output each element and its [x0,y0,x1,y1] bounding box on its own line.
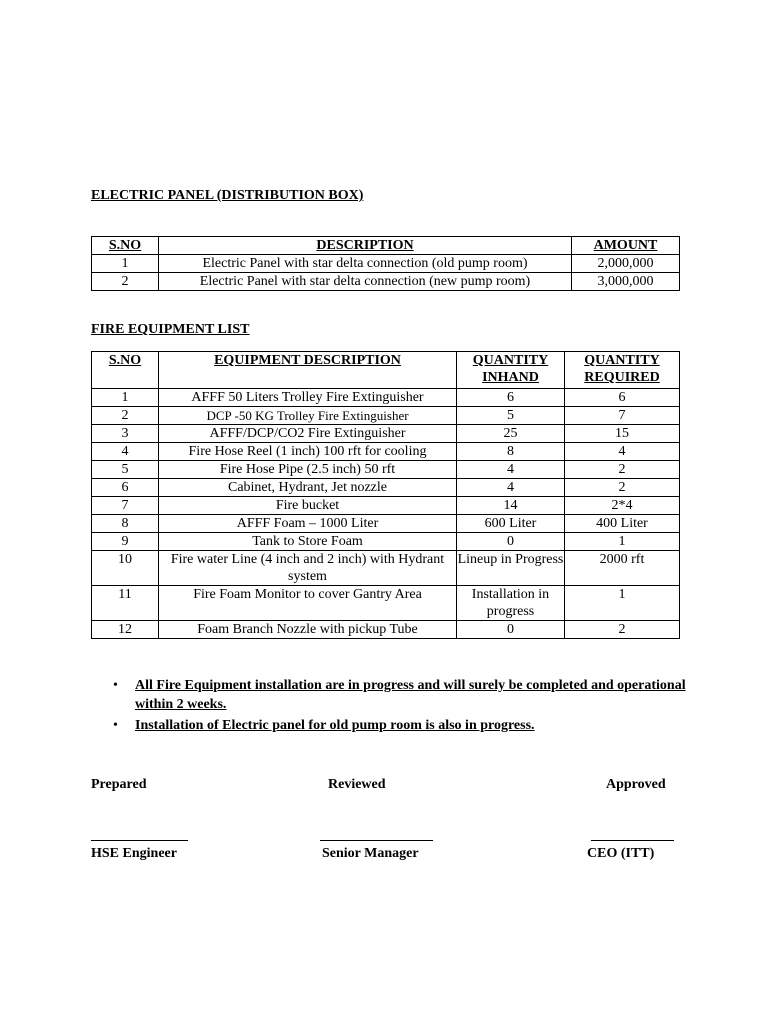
cell-description: Fire Foam Monitor to cover Gantry Area [159,586,457,621]
cell-quantity-required: 2 [565,461,680,479]
prepared-signature-line [91,840,188,841]
table-row [92,255,680,273]
cell-quantity-required: 2000 rft [565,551,680,586]
cell-description: Fire bucket [159,497,457,515]
table-row [92,586,680,621]
cell-sno: 9 [92,533,159,551]
cell-quantity-required: 7 [565,407,680,425]
cell-quantity-required: 15 [565,425,680,443]
cell-quantity-required: 1 [565,533,680,551]
header-quantity-inhand: QUANTITY INHAND [457,352,565,389]
electric-panel-table [91,236,680,291]
cell-description: DCP -50 KG Trolley Fire Extinguisher [159,407,457,425]
note-text: All Fire Equipment installation are in progress and will surely be completed and operational within 2 weeks. [135,678,686,712]
cell-quantity-inhand: 4 [457,461,565,479]
table-row [92,389,680,407]
cell-description: Fire Hose Pipe (2.5 inch) 50 rft [159,461,457,479]
cell-quantity-required: 4 [565,443,680,461]
cell-description: Fire Hose Reel (1 inch) 100 rft for cooling [159,443,457,461]
cell-description: Electric Panel with star delta connection (new pump room) [159,273,572,291]
list-item [91,716,691,735]
bullet-icon: • [113,678,118,693]
table-row [92,443,680,461]
table-row [92,515,680,533]
cell-quantity-required: 400 Liter [565,515,680,533]
cell-quantity-inhand: 0 [457,533,565,551]
header-amount: AMOUNT [572,237,680,255]
reviewed-by-name: Senior Manager [322,846,419,861]
cell-sno: 4 [92,443,159,461]
list-item [91,676,691,714]
table-header-row [92,237,680,255]
cell-sno: 2 [92,273,159,291]
cell-sno: 8 [92,515,159,533]
cell-sno: 1 [92,389,159,407]
cell-quantity-required: 2 [565,479,680,497]
cell-quantity-inhand: 5 [457,407,565,425]
cell-sno: 10 [92,551,159,586]
reviewed-signature-line [320,840,433,841]
cell-quantity-required: 6 [565,389,680,407]
prepared-label: Prepared [91,777,147,792]
cell-sno: 1 [92,255,159,273]
cell-description: AFFF Foam – 1000 Liter [159,515,457,533]
header-equipment-description: EQUIPMENT DESCRIPTION [159,352,457,389]
cell-sno: 7 [92,497,159,515]
cell-quantity-inhand: 6 [457,389,565,407]
header-sno: S.NO [92,352,159,389]
cell-description: Foam Branch Nozzle with pickup Tube [159,621,457,639]
reviewed-label: Reviewed [328,777,386,792]
table-row [92,533,680,551]
header-quantity-required: QUANTITY REQUIRED [565,352,680,389]
cell-description: Electric Panel with star delta connection (old pump room) [159,255,572,273]
cell-quantity-inhand: 600 Liter [457,515,565,533]
cell-amount: 3,000,000 [572,273,680,291]
cell-description: Tank to Store Foam [159,533,457,551]
bullet-icon: • [113,718,118,733]
cell-amount: 2,000,000 [572,255,680,273]
cell-quantity-inhand: 25 [457,425,565,443]
approved-signature-line [591,840,674,841]
cell-sno: 6 [92,479,159,497]
cell-sno: 5 [92,461,159,479]
table-row [92,461,680,479]
table-row [92,407,680,425]
approved-label: Approved [606,777,666,792]
cell-description: AFFF 50 Liters Trolley Fire Extinguisher [159,389,457,407]
table-row [92,479,680,497]
cell-quantity-inhand: Lineup in Progress [457,551,565,586]
notes-list [91,676,691,737]
cell-quantity-required: 2*4 [565,497,680,515]
header-sno: S.NO [92,237,159,255]
table-row [92,497,680,515]
cell-sno: 12 [92,621,159,639]
approved-by-name: CEO (ITT) [587,846,655,861]
cell-sno: 2 [92,407,159,425]
cell-quantity-inhand: 0 [457,621,565,639]
prepared-by-name: HSE Engineer [91,846,177,861]
electric-panel-title: ELECTRIC PANEL (DISTRIBUTION BOX) [91,188,364,203]
cell-description: AFFF/DCP/CO2 Fire Extinguisher [159,425,457,443]
cell-sno: 11 [92,586,159,621]
cell-quantity-inhand: 4 [457,479,565,497]
table-row [92,551,680,586]
table-header-row [92,352,680,389]
table-row [92,621,680,639]
cell-quantity-inhand: 14 [457,497,565,515]
fire-equipment-title: FIRE EQUIPMENT LIST [91,322,250,337]
cell-quantity-inhand: Installation in progress [457,586,565,621]
header-description: DESCRIPTION [159,237,572,255]
note-text: Installation of Electric panel for old pump room is also in progress. [135,718,535,733]
cell-quantity-required: 2 [565,621,680,639]
cell-sno: 3 [92,425,159,443]
cell-description: Fire water Line (4 inch and 2 inch) with Hydrant system [159,551,457,586]
table-row [92,273,680,291]
cell-quantity-required: 1 [565,586,680,621]
cell-quantity-inhand: 8 [457,443,565,461]
table-row [92,425,680,443]
cell-description: Cabinet, Hydrant, Jet nozzle [159,479,457,497]
fire-equipment-table [91,351,680,639]
